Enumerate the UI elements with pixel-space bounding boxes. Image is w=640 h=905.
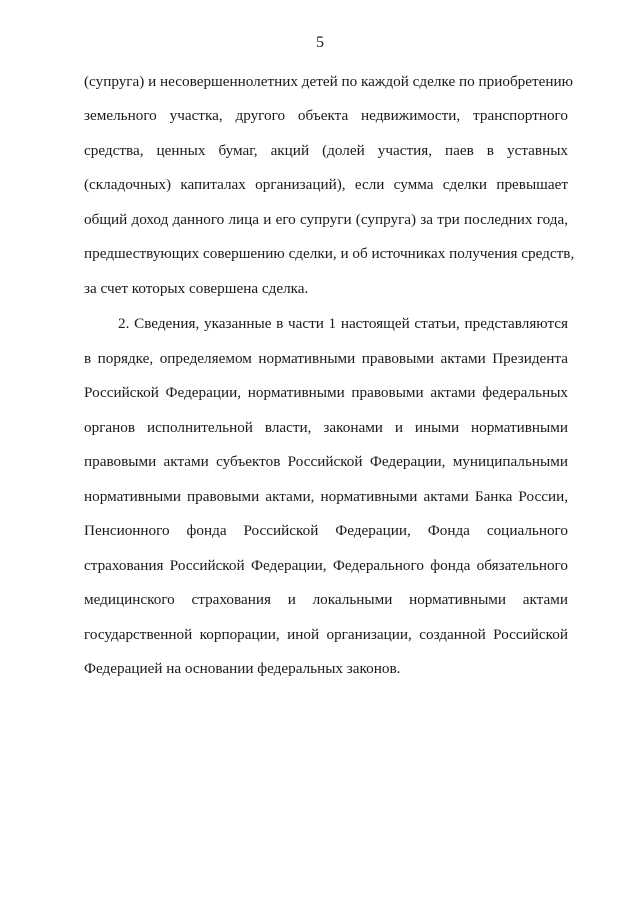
paragraph-1-line: (складочных) капиталах организаций), если сумма сделки превышает <box>84 176 568 193</box>
paragraph-1-line: предшествующих совершению сделки, и об источниках получения средств, <box>84 245 575 262</box>
paragraph-2-line: в порядке, определяемом нормативными правовыми актами Президента <box>84 350 568 367</box>
paragraph-1-line: земельного участка, другого объекта недвижимости, транспортного <box>84 107 568 124</box>
paragraph-2-line: органов исполнительной власти, законами и иными нормативными <box>84 419 568 436</box>
page-number: 5 <box>316 34 324 51</box>
paragraph-1-line: (супруга) и несовершеннолетних детей по каждой сделке по приобретению <box>84 73 573 90</box>
paragraph-2-line: Российской Федерации, нормативными правовыми актами федеральных <box>84 384 568 401</box>
paragraph-2-line: 2. Сведения, указанные в части 1 настоящей статьи, представляются <box>118 315 568 332</box>
paragraph-1-line: за счет которых совершена сделка. <box>84 280 309 297</box>
paragraph-2-line: правовыми актами субъектов Российской Федерации, муниципальными <box>84 453 568 470</box>
paragraph-1-line: средства, ценных бумаг, акций (долей участия, паев в уставных <box>84 142 568 159</box>
paragraph-2-line: медицинского страхования и локальными нормативными актами <box>84 591 568 608</box>
paragraph-2-line: Федерацией на основании федеральных законов. <box>84 660 401 677</box>
paragraph-2-line: государственной корпорации, иной организации, созданной Российской <box>84 626 568 643</box>
paragraph-2-line: нормативными правовыми актами, нормативными актами Банка России, <box>84 488 568 505</box>
paragraph-2-line: Пенсионного фонда Российской Федерации, Фонда социального <box>84 522 568 539</box>
paragraph-2-line: страхования Российской Федерации, Федерального фонда обязательного <box>84 557 568 574</box>
paragraph-1-line: общий доход данного лица и его супруги (супруга) за три последних года, <box>84 211 568 228</box>
